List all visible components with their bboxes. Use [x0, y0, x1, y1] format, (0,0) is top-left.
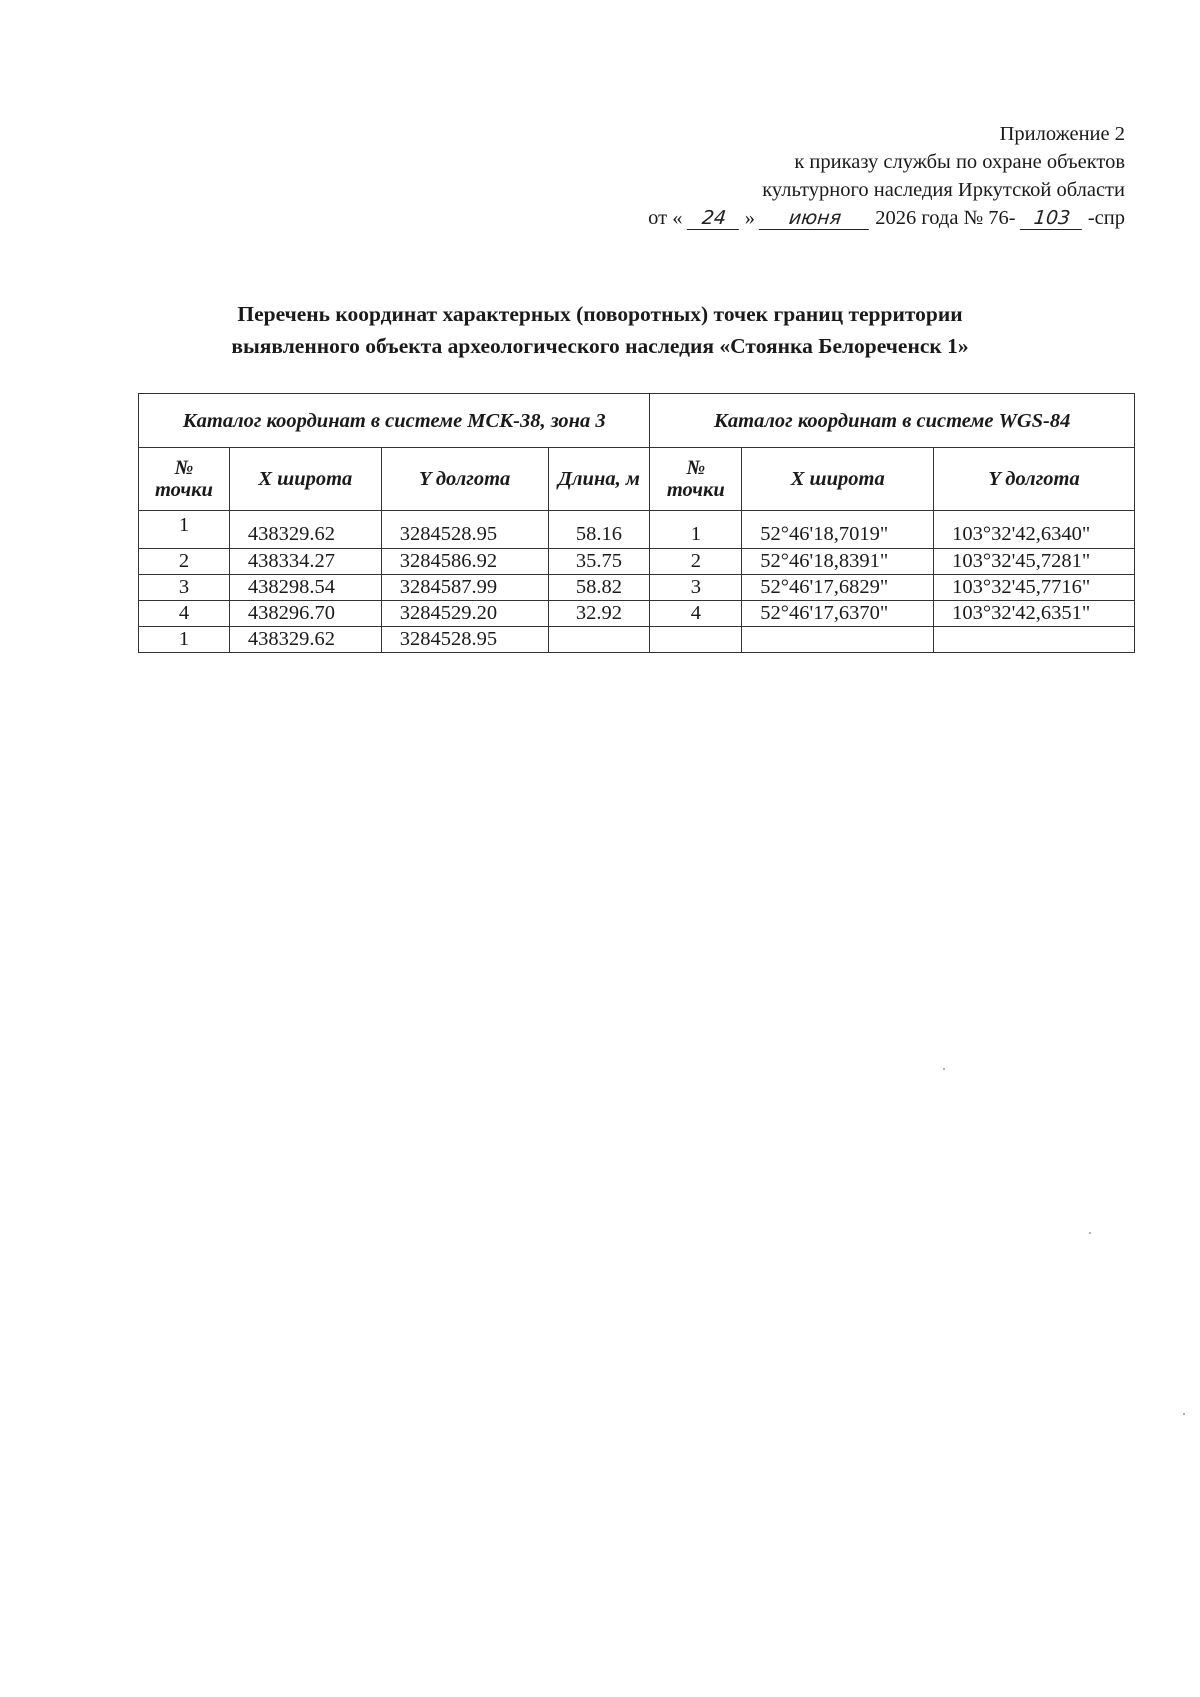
cell-point-wgs — [650, 627, 742, 653]
date-year-text: 2026 года № 76- — [875, 207, 1016, 229]
cell-x-wgs: 52°46'17,6370" — [742, 601, 934, 627]
cell-length: 58.82 — [548, 575, 650, 601]
cell-x-wgs: 52°46'18,7019" — [742, 511, 934, 549]
order-suffix: -спр — [1087, 207, 1125, 229]
cell-y-wgs: 103°32'42,6351" — [934, 601, 1135, 627]
scan-speck — [943, 1068, 945, 1070]
table-subheader-row — [139, 448, 1135, 511]
date-mid: » — [744, 207, 755, 229]
document-title — [0, 298, 1200, 362]
cell-point-wgs: 1 — [650, 511, 742, 549]
col-x-latitude-wgs: X широта — [742, 448, 934, 511]
table-row — [139, 549, 1135, 575]
cell-length: 32.92 — [548, 601, 650, 627]
msk-catalog-header: Каталог координат в системе МСК-38, зона 3 — [139, 394, 650, 448]
handwritten-order-number: 103 — [1020, 207, 1084, 230]
cell-point: 1 — [139, 627, 230, 653]
table-header-row — [139, 394, 1135, 448]
cell-y-wgs — [934, 627, 1135, 653]
cell-length: 35.75 — [548, 549, 650, 575]
cell-point: 4 — [139, 601, 230, 627]
col-y-longitude-wgs: Y долгота — [934, 448, 1135, 511]
cell-point-wgs: 2 — [650, 549, 742, 575]
handwritten-day: 24 — [686, 207, 740, 230]
table-row — [139, 575, 1135, 601]
col-y-longitude: Y долгота — [381, 448, 548, 511]
date-prefix: от « — [648, 207, 683, 229]
cell-point: 3 — [139, 575, 230, 601]
cell-length: 58.16 — [548, 511, 650, 549]
cell-x: 438329.62 — [229, 511, 381, 549]
appendix-label: Приложение 2 — [999, 123, 1125, 145]
cell-x: 438334.27 — [229, 549, 381, 575]
cell-point-wgs: 3 — [650, 575, 742, 601]
cell-x: 438329.62 — [229, 627, 381, 653]
cell-x-wgs — [742, 627, 934, 653]
handwritten-month: июня — [759, 207, 871, 230]
col-length: Длина, м — [548, 448, 650, 511]
order-line-1: к приказу службы по охране объектов — [794, 151, 1125, 173]
col-point-number-wgs: № точки — [650, 448, 742, 511]
cell-point-wgs: 4 — [650, 601, 742, 627]
cell-point: 1 — [139, 511, 230, 549]
scan-speck — [1183, 1413, 1185, 1415]
cell-y: 3284586.92 — [381, 549, 548, 575]
col-x-latitude: X широта — [229, 448, 381, 511]
order-line-2: культурного наследия Иркутской области — [762, 179, 1125, 201]
cell-y-wgs: 103°32'45,7281" — [934, 549, 1135, 575]
cell-y: 3284528.95 — [381, 511, 548, 549]
col-point-number: № точки — [139, 448, 230, 511]
title-line-1: Перечень координат характерных (поворотных) точек границ территории — [237, 302, 963, 326]
coordinates-table — [138, 393, 1135, 653]
cell-x-wgs: 52°46'18,8391" — [742, 549, 934, 575]
cell-x-wgs: 52°46'17,6829" — [742, 575, 934, 601]
table-row — [139, 601, 1135, 627]
wgs-catalog-header: Каталог координат в системе WGS-84 — [650, 394, 1135, 448]
title-line-2: выявленного объекта археологического наследия «Стоянка Белореченск 1» — [231, 334, 969, 358]
cell-x: 438296.70 — [229, 601, 381, 627]
cell-y: 3284587.99 — [381, 575, 548, 601]
appendix-block — [648, 120, 1125, 232]
cell-length — [548, 627, 650, 653]
cell-x: 438298.54 — [229, 575, 381, 601]
cell-point: 2 — [139, 549, 230, 575]
cell-y-wgs: 103°32'42,6340" — [934, 511, 1135, 549]
order-date-line — [648, 204, 1125, 232]
table-row — [139, 511, 1135, 549]
scan-speck — [1089, 1232, 1091, 1234]
cell-y-wgs: 103°32'45,7716" — [934, 575, 1135, 601]
cell-y: 3284529.20 — [381, 601, 548, 627]
cell-y: 3284528.95 — [381, 627, 548, 653]
table-row — [139, 627, 1135, 653]
